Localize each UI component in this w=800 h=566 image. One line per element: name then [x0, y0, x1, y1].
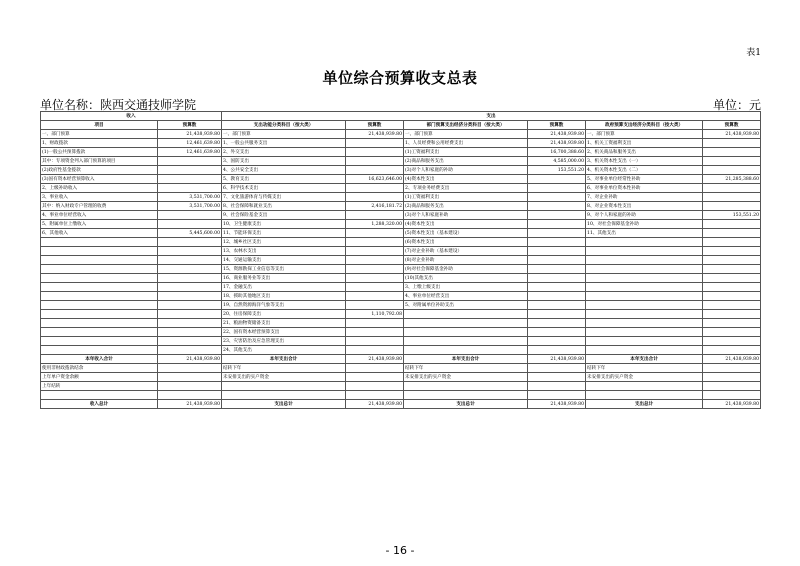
- item-cell: 一、部门预算: [222, 130, 346, 139]
- amount-cell: 21,438,939.80: [346, 400, 404, 409]
- table-row: [41, 265, 761, 274]
- table-row: [41, 139, 761, 148]
- item-cell: [41, 310, 158, 319]
- item-cell: (2)商品和服务支出: [404, 202, 528, 211]
- item-cell: 3、事业收入: [41, 193, 158, 202]
- item-cell: [404, 346, 528, 355]
- item-cell: 2、外交支出: [222, 148, 346, 157]
- item-cell: [586, 274, 703, 283]
- amount-cell: [346, 274, 404, 283]
- item-cell: [586, 292, 703, 301]
- amount-cell: [528, 274, 586, 283]
- amount-cell: [346, 166, 404, 175]
- table-row: [41, 130, 761, 139]
- item-cell: 其中：专项资金列入部门预算的项目: [41, 157, 158, 166]
- amount-cell: 21,438,939.80: [158, 130, 222, 139]
- table-row: [41, 175, 761, 184]
- item-cell: [586, 337, 703, 346]
- item-cell: 其中：纳入财政专户管理的收费: [41, 202, 158, 211]
- amount-cell: 预算数: [158, 121, 222, 130]
- item-cell: 结转下年: [222, 364, 346, 373]
- item-cell: 7、对企业补助: [586, 193, 703, 202]
- item-cell: (8)对企业补助: [404, 256, 528, 265]
- item-cell: [404, 310, 528, 319]
- item-cell: [586, 265, 703, 274]
- amount-cell: [158, 310, 222, 319]
- amount-cell: [528, 310, 586, 319]
- amount-cell: [703, 247, 761, 256]
- table-row: [41, 247, 761, 256]
- amount-cell: [703, 265, 761, 274]
- item-cell: 7、文化旅游体育与传媒支出: [222, 193, 346, 202]
- item-cell: [586, 382, 703, 391]
- expense-section-header: 支出: [222, 112, 761, 121]
- amount-cell: [703, 337, 761, 346]
- year-total-row: [41, 355, 761, 364]
- item-cell: [41, 256, 158, 265]
- item-cell: 6、科学技术支出: [222, 184, 346, 193]
- item-cell: (4)资本性支出: [404, 175, 528, 184]
- amount-cell: [528, 364, 586, 373]
- item-cell: 收入总计: [41, 400, 158, 409]
- amount-cell: [703, 238, 761, 247]
- amount-cell: [528, 184, 586, 193]
- column-header-row: [41, 121, 761, 130]
- amount-cell: [703, 328, 761, 337]
- item-cell: 10、卫生健康支出: [222, 220, 346, 229]
- item-cell: [41, 319, 158, 328]
- amount-cell: [528, 391, 586, 400]
- amount-cell: [528, 247, 586, 256]
- currency-unit-label: 单位：元: [712, 98, 761, 112]
- item-cell: 支出功能分类科目（按大类）: [222, 121, 346, 130]
- item-cell: 1、人员经费和公用经费支出: [404, 139, 528, 148]
- amount-cell: [703, 283, 761, 292]
- item-cell: 6、对事业单位资本性补助: [586, 184, 703, 193]
- table-row: [41, 292, 761, 301]
- table-row: [41, 184, 761, 193]
- item-cell: (3)对个人和家庭补助: [404, 211, 528, 220]
- item-cell: 政府预算支出经济分类科目（按大类）: [586, 121, 703, 130]
- item-cell: [41, 337, 158, 346]
- amount-cell: 3,531,700.00: [158, 193, 222, 202]
- item-cell: 9、对个人和家庭的补助: [586, 211, 703, 220]
- table-row: [41, 220, 761, 229]
- amount-cell: [346, 391, 404, 400]
- amount-cell: [703, 382, 761, 391]
- item-cell: 支出总计: [222, 400, 346, 409]
- amount-cell: 1,110,792.08: [346, 310, 404, 319]
- amount-cell: [158, 283, 222, 292]
- item-cell: [41, 274, 158, 283]
- item-cell: 5、对附属单位补助支出: [404, 301, 528, 310]
- item-cell: [586, 319, 703, 328]
- amount-cell: [346, 148, 404, 157]
- amount-cell: [528, 211, 586, 220]
- item-cell: 支出总计: [586, 400, 703, 409]
- item-cell: 6、其他收入: [41, 229, 158, 238]
- amount-cell: 21,285,388.60: [703, 175, 761, 184]
- amount-cell: [346, 193, 404, 202]
- amount-cell: [346, 382, 404, 391]
- amount-cell: [528, 256, 586, 265]
- amount-cell: 16,700,388.60: [528, 148, 586, 157]
- amount-cell: 4,585,000.00: [528, 157, 586, 166]
- item-cell: 上年单户资金余额: [41, 373, 158, 382]
- amount-cell: [528, 229, 586, 238]
- item-cell: [586, 346, 703, 355]
- amount-cell: [703, 364, 761, 373]
- item-cell: 5、教育支出: [222, 175, 346, 184]
- amount-cell: [703, 274, 761, 283]
- amount-cell: 21,438,939.80: [158, 400, 222, 409]
- table-row: [41, 256, 761, 265]
- item-cell: [586, 238, 703, 247]
- item-cell: 一、部门预算: [586, 130, 703, 139]
- amount-cell: [346, 373, 404, 382]
- amount-cell: [703, 157, 761, 166]
- item-cell: 13、农林水支出: [222, 247, 346, 256]
- amount-cell: [528, 319, 586, 328]
- item-cell: 2、专项业务经费支出: [404, 184, 528, 193]
- amount-cell: [158, 256, 222, 265]
- item-cell: 8、对企业资本性支出: [586, 202, 703, 211]
- table-row: [41, 274, 761, 283]
- table-row: [41, 382, 761, 391]
- amount-cell: [346, 265, 404, 274]
- table-row: [41, 319, 761, 328]
- item-cell: 项目: [41, 121, 158, 130]
- item-cell: 1、财政拨款: [41, 139, 158, 148]
- amount-cell: [703, 229, 761, 238]
- amount-cell: 21,438,939.80: [703, 400, 761, 409]
- item-cell: 21、粮油物资储备支出: [222, 319, 346, 328]
- item-cell: [404, 391, 528, 400]
- item-cell: [586, 256, 703, 265]
- amount-cell: 21,438,939.80: [703, 355, 761, 364]
- amount-cell: 预算数: [703, 121, 761, 130]
- amount-cell: [703, 301, 761, 310]
- amount-cell: [528, 328, 586, 337]
- item-cell: 4、事业单位经营支出: [404, 292, 528, 301]
- amount-cell: [346, 283, 404, 292]
- item-cell: 本年收入合计: [41, 355, 158, 364]
- amount-cell: [346, 301, 404, 310]
- unit-name-label: 单位名称：陕西交通技师学院: [40, 98, 197, 112]
- amount-cell: [346, 139, 404, 148]
- amount-cell: 预算数: [346, 121, 404, 130]
- item-cell: (1)一般公共预算拨款: [41, 148, 158, 157]
- table-row: [41, 238, 761, 247]
- amount-cell: 153,551.20: [528, 166, 586, 175]
- grand-total-row: [41, 400, 761, 409]
- amount-cell: [528, 265, 586, 274]
- amount-cell: 21,438,939.80: [158, 355, 222, 364]
- amount-cell: [528, 373, 586, 382]
- item-cell: (9)对社会保障基金补助: [404, 265, 528, 274]
- item-cell: 24、其他支出: [222, 346, 346, 355]
- amount-cell: [703, 166, 761, 175]
- table-row: [41, 364, 761, 373]
- item-cell: [41, 301, 158, 310]
- item-cell: (1)工资福利支出: [404, 193, 528, 202]
- item-cell: 本年支出合计: [586, 355, 703, 364]
- table-row: [41, 211, 761, 220]
- item-cell: 14、交通运输支出: [222, 256, 346, 265]
- amount-cell: [703, 193, 761, 202]
- item-cell: 5、附属单位上缴收入: [41, 220, 158, 229]
- amount-cell: [158, 337, 222, 346]
- item-cell: [404, 319, 528, 328]
- item-cell: 10、对社会保障基金补助: [586, 220, 703, 229]
- item-cell: 11、节能环保支出: [222, 229, 346, 238]
- table-body: [41, 112, 761, 409]
- item-cell: 3、国防支出: [222, 157, 346, 166]
- item-cell: 未安排支出的实户资金: [222, 373, 346, 382]
- table-row: [41, 202, 761, 211]
- amount-cell: [158, 238, 222, 247]
- table-row: [41, 337, 761, 346]
- item-cell: 20、住房保障支出: [222, 310, 346, 319]
- item-cell: 3、上缴上级支出: [404, 283, 528, 292]
- item-cell: (3)对个人和家庭的补助: [404, 166, 528, 175]
- item-cell: 一、部门预算: [404, 130, 528, 139]
- amount-cell: [703, 319, 761, 328]
- item-cell: 4、公共安全支出: [222, 166, 346, 175]
- amount-cell: [703, 184, 761, 193]
- item-cell: (4)资本性支出: [404, 220, 528, 229]
- budget-summary-table: [40, 111, 761, 409]
- item-cell: (7)对企业补助（基本建设）: [404, 247, 528, 256]
- item-cell: 结转下年: [404, 364, 528, 373]
- item-cell: [41, 247, 158, 256]
- item-cell: (5)资本性支出（基本建设）: [404, 229, 528, 238]
- table-row: [41, 373, 761, 382]
- amount-cell: [528, 220, 586, 229]
- table-row: [41, 166, 761, 175]
- item-cell: 8、社会保障和就业支出: [222, 202, 346, 211]
- amount-cell: 2,416,181.72: [346, 202, 404, 211]
- item-cell: 16、商业服务业等支出: [222, 274, 346, 283]
- item-cell: 未安排支出的实户资金: [404, 373, 528, 382]
- income-section-header: 收入: [41, 112, 222, 121]
- item-cell: (10)其他支出: [404, 274, 528, 283]
- amount-cell: 预算数: [528, 121, 586, 130]
- item-cell: 18、援助其他地区支出: [222, 292, 346, 301]
- item-cell: [41, 238, 158, 247]
- item-cell: 4、事业单位经营收入: [41, 211, 158, 220]
- amount-cell: [703, 310, 761, 319]
- item-cell: [404, 337, 528, 346]
- amount-cell: [346, 238, 404, 247]
- item-cell: 未安排支出的实户资金: [586, 373, 703, 382]
- amount-cell: [158, 301, 222, 310]
- amount-cell: [528, 193, 586, 202]
- amount-cell: [158, 319, 222, 328]
- amount-cell: 12,461,639.80: [158, 139, 222, 148]
- item-cell: [404, 328, 528, 337]
- amount-cell: [528, 382, 586, 391]
- amount-cell: [346, 337, 404, 346]
- table-row: [41, 328, 761, 337]
- item-cell: 17、金融支出: [222, 283, 346, 292]
- amount-cell: 1,288,320.00: [346, 220, 404, 229]
- amount-cell: [703, 346, 761, 355]
- amount-cell: [346, 211, 404, 220]
- amount-cell: [528, 301, 586, 310]
- item-cell: 支出总计: [404, 400, 528, 409]
- item-cell: [586, 247, 703, 256]
- item-cell: (6)资本性支出: [404, 238, 528, 247]
- item-cell: 本年支出合计: [404, 355, 528, 364]
- item-cell: [41, 265, 158, 274]
- item-cell: [41, 328, 158, 337]
- item-cell: (3)国有资本经营预算收入: [41, 175, 158, 184]
- amount-cell: [528, 292, 586, 301]
- item-cell: [41, 283, 158, 292]
- amount-cell: [158, 184, 222, 193]
- item-cell: 23、灾害防治及应急管理支出: [222, 337, 346, 346]
- item-cell: (1)工资福利支出: [404, 148, 528, 157]
- amount-cell: [158, 274, 222, 283]
- amount-cell: [346, 256, 404, 265]
- table-row: [41, 310, 761, 319]
- document-title: 单位综合预算收支总表: [322, 69, 478, 87]
- amount-cell: [346, 229, 404, 238]
- amount-cell: [703, 220, 761, 229]
- table-number-tag: 表1: [746, 48, 761, 58]
- amount-cell: 153,551.20: [703, 211, 761, 220]
- item-cell: 15、资源勘探工业信息等支出: [222, 265, 346, 274]
- amount-cell: [528, 202, 586, 211]
- item-cell: 1、一般公共服务支出: [222, 139, 346, 148]
- amount-cell: 21,438,939.80: [528, 400, 586, 409]
- table-row: [41, 157, 761, 166]
- section-header-row: [41, 112, 761, 121]
- amount-cell: [158, 265, 222, 274]
- amount-cell: [158, 247, 222, 256]
- amount-cell: [158, 328, 222, 337]
- amount-cell: [703, 202, 761, 211]
- item-cell: 19、自然资源海洋气象等支出: [222, 301, 346, 310]
- amount-cell: [528, 238, 586, 247]
- amount-cell: [158, 292, 222, 301]
- amount-cell: 5,445,600.00: [158, 229, 222, 238]
- item-cell: [404, 382, 528, 391]
- item-cell: (2)商品和服务支出: [404, 157, 528, 166]
- amount-cell: [158, 382, 222, 391]
- item-cell: [41, 292, 158, 301]
- amount-cell: 3,531,700.00: [158, 202, 222, 211]
- amount-cell: 16,623,646.00: [346, 175, 404, 184]
- amount-cell: [158, 157, 222, 166]
- amount-cell: [346, 247, 404, 256]
- amount-cell: [346, 328, 404, 337]
- item-cell: 使用非财政拨款结余: [41, 364, 158, 373]
- item-cell: 4、机关资本性支出（二）: [586, 166, 703, 175]
- amount-cell: [528, 175, 586, 184]
- item-cell: [41, 391, 158, 400]
- item-cell: 22、国有资本经营预算支出: [222, 328, 346, 337]
- item-cell: 9、社会保险基金支出: [222, 211, 346, 220]
- amount-cell: [346, 157, 404, 166]
- item-cell: 3、机关资本性支出（一）: [586, 157, 703, 166]
- amount-cell: [158, 220, 222, 229]
- amount-cell: [158, 166, 222, 175]
- amount-cell: [703, 139, 761, 148]
- item-cell: [586, 301, 703, 310]
- item-cell: 11、其他支出: [586, 229, 703, 238]
- item-cell: 部门预算支出经济分类科目（按大类）: [404, 121, 528, 130]
- item-cell: 2、机关商品和服务支出: [586, 148, 703, 157]
- item-cell: 2、上级补助收入: [41, 184, 158, 193]
- amount-cell: [346, 292, 404, 301]
- amount-cell: 21,438,939.80: [703, 130, 761, 139]
- amount-cell: [703, 148, 761, 157]
- amount-cell: [703, 373, 761, 382]
- item-cell: [586, 283, 703, 292]
- item-cell: 上年结转: [41, 382, 158, 391]
- table-row: [41, 148, 761, 157]
- table-row: [41, 301, 761, 310]
- amount-cell: [528, 283, 586, 292]
- item-cell: [586, 328, 703, 337]
- item-cell: (2)政府性基金拨款: [41, 166, 158, 175]
- amount-cell: [346, 184, 404, 193]
- amount-cell: [346, 319, 404, 328]
- amount-cell: [528, 346, 586, 355]
- amount-cell: 21,438,939.80: [346, 130, 404, 139]
- amount-cell: [158, 364, 222, 373]
- amount-cell: 21,438,939.80: [528, 139, 586, 148]
- item-cell: 5、对事业单位经常性补助: [586, 175, 703, 184]
- amount-cell: [158, 391, 222, 400]
- item-cell: 一、部门预算: [41, 130, 158, 139]
- table-row: [41, 346, 761, 355]
- item-cell: 12、城乡社区支出: [222, 238, 346, 247]
- amount-cell: 12,461,639.80: [158, 148, 222, 157]
- amount-cell: [703, 292, 761, 301]
- amount-cell: [528, 337, 586, 346]
- amount-cell: 21,438,939.80: [346, 355, 404, 364]
- item-cell: [41, 346, 158, 355]
- item-cell: [586, 310, 703, 319]
- table-row: [41, 391, 761, 400]
- amount-cell: [703, 391, 761, 400]
- amount-cell: [158, 211, 222, 220]
- table-row: [41, 193, 761, 202]
- amount-cell: [346, 346, 404, 355]
- amount-cell: 21,438,939.80: [528, 355, 586, 364]
- item-cell: [222, 391, 346, 400]
- page-number: - 16 -: [385, 544, 415, 557]
- item-cell: 1、机关工资福利支出: [586, 139, 703, 148]
- amount-cell: [158, 346, 222, 355]
- item-cell: 本年支出合计: [222, 355, 346, 364]
- table-row: [41, 283, 761, 292]
- amount-cell: [346, 364, 404, 373]
- table-row: [41, 229, 761, 238]
- amount-cell: [158, 175, 222, 184]
- item-cell: [586, 391, 703, 400]
- amount-cell: [158, 373, 222, 382]
- item-cell: 结转下年: [586, 364, 703, 373]
- amount-cell: 21,438,939.80: [528, 130, 586, 139]
- amount-cell: [703, 256, 761, 265]
- item-cell: [222, 382, 346, 391]
